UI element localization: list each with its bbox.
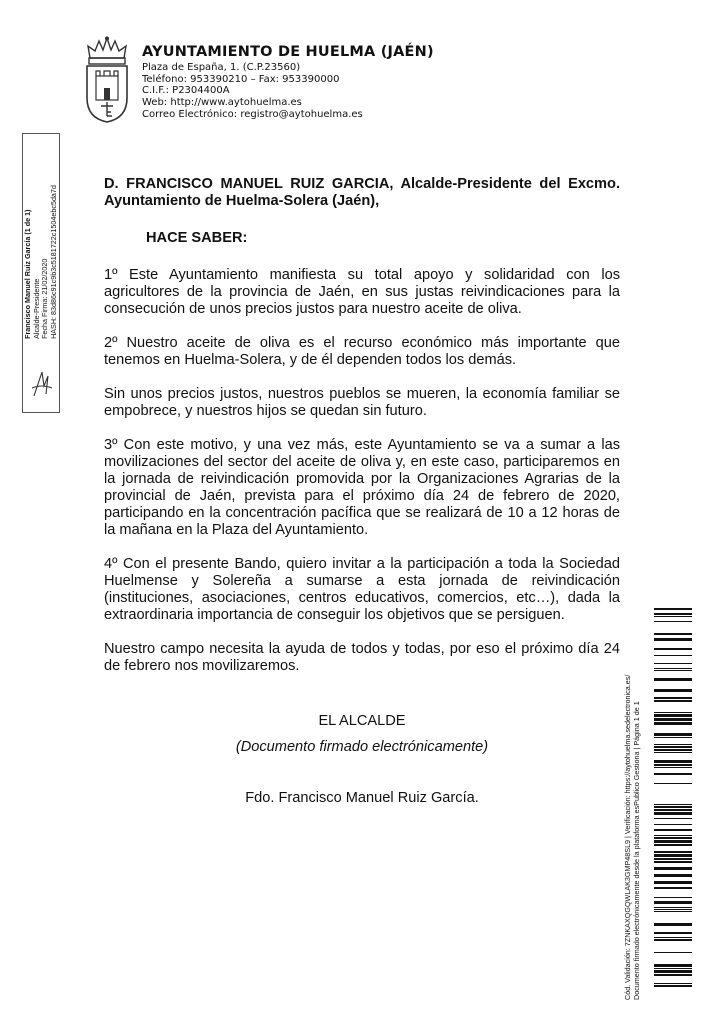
document-body (104, 176, 620, 675)
hace-saber: HACE SABER: (146, 230, 248, 246)
validation-platform: Documento firmado electrónicamente desde la plataforma esPublico Gestiona | Página 1 de 1 (632, 701, 641, 1000)
cif-line: C.I.F.: P2304400A (142, 85, 230, 97)
validation-code: Cód. Validación: 7ZNKAXQGQWLAK3GMP48SL9 | Verificación: https://aytohuelma.sedelectronica.es/ (623, 674, 632, 1000)
validation-barcode-icon (654, 608, 692, 990)
signature-stamp-text (24, 185, 58, 339)
paragraph-5: 4º Con el presente Bando, quiero invitar a la participación a toda la Sociedad Huelmense y Solereña a sumarse a esta jornada de reivindicación (instituciones, asociaciones, centros educativos, comercios, etc…), dada la extraordinaria importancia de conseguir los objetivos que se persiguen. (104, 556, 620, 623)
paragraph-3: Sin unos precios justos, nuestros pueblos se mueren, la economía familiar se empobrece, y nuestros hijos se quedan sin futuro. (104, 386, 620, 419)
handwritten-signature-icon (28, 366, 56, 402)
phone-line: Teléfono: 953390210 – Fax: 953390000 (142, 73, 340, 85)
paragraph-2: 2º Nuestro aceite de oliva es el recurso económico más importante que tenemos en Huelma-Solera, y de él dependen todos los demás. (104, 335, 620, 368)
signature-date: Fecha Firma: 21/02/2020 (40, 258, 49, 339)
signer-name: Francisco Manuel Ruiz García (1 de 1) (22, 209, 32, 339)
organization-contact (142, 62, 363, 121)
paragraph-1: 1º Este Ayuntamiento manifiesta su total apoyo y solidaridad con los agricultores de la provincia de Jaén, en sus justas reivindicaciones para la consecución de unos precios justos para nuestro aceite de oliva. (104, 267, 620, 317)
signer-role: Alcalde-Presidente (31, 278, 41, 339)
closing-signature: Fdo. Francisco Manuel Ruiz García. (245, 790, 479, 806)
paragraph-6: Nuestro campo necesita la ayuda de todos y todas, por eso el próximo día 24 de febrero nos movilizaremos. (104, 641, 620, 674)
paragraph-4: 3º Con este motivo, y una vez más, este Ayuntamiento se va a sumar a las movilizaciones del sector del aceite de oliva y, en este caso, participaremos en la jornada de reivindicación promovida por la Organizaciones Agrarias de la provincial de Jaén, prevista para el próximo día 24 de febrero de 2020, participando en la concentración pacífica que se realizará de 10 a 12 horas de la mañana en la Plaza del Ayuntamiento. (104, 437, 620, 538)
organization-title: AYUNTAMIENTO DE HUELMA (JAÉN) (142, 44, 434, 60)
signature-hash: HASH: 83d86c91c9b3c5181722c1504ebc5da7d (48, 185, 58, 339)
closing-note: (Documento firmado electrónicamente) (235, 739, 489, 755)
validation-text (623, 640, 647, 1000)
coat-of-arms-icon (82, 36, 132, 124)
document-heading: D. FRANCISCO MANUEL RUIZ GARCIA, Alcalde-Presidente del Excmo. Ayuntamiento de Huelma-Solera (Jaén), (104, 176, 620, 209)
web-line: Web: http://www.aytohuelma.es (142, 97, 302, 109)
signature-stamp (22, 133, 60, 413)
email-line: Correo Electrónico: registro@aytohuelma.es (142, 108, 363, 120)
address-line: Plaza de España, 1. (C.P.23560) (142, 62, 301, 73)
closing-title: EL ALCALDE (318, 713, 406, 729)
